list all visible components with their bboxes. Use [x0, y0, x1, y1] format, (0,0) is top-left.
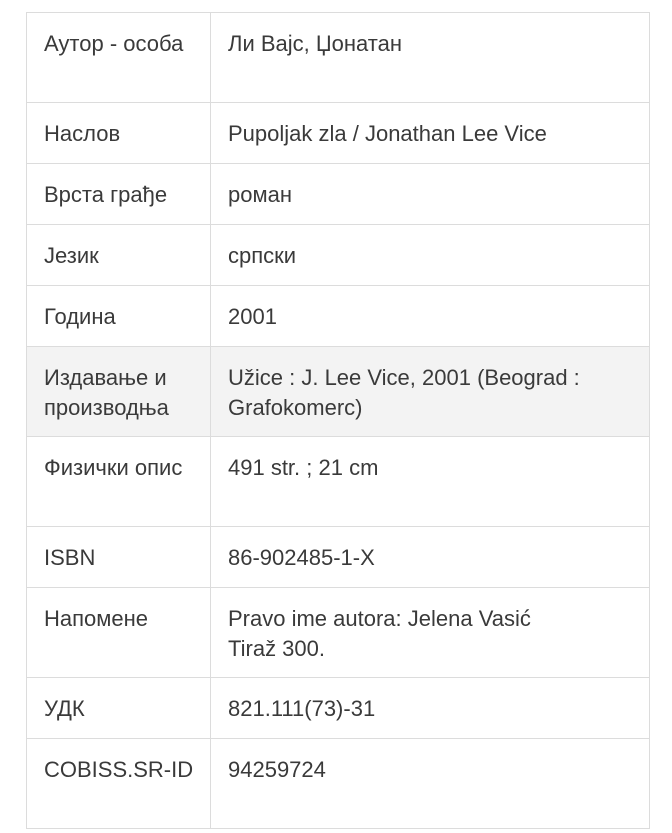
row-label: Напомене [27, 588, 211, 678]
row-label: Физички опис [27, 437, 211, 527]
note-line: Pravo ime autora: Jelena Vasić [228, 606, 531, 631]
table-row-notes [27, 588, 650, 678]
table-row-author [27, 13, 650, 103]
row-value: 2001 [211, 286, 650, 347]
row-value: српски [211, 225, 650, 286]
row-value: Ли Вајс, Џонатан [211, 13, 650, 103]
row-value: Užice : J. Lee Vice, 2001 (Beograd : Grafokomerc) [211, 347, 650, 437]
row-label: Година [27, 286, 211, 347]
row-value: 94259724 [211, 739, 650, 829]
table-row-physical-description [27, 437, 650, 527]
row-value: 491 str. ; 21 cm [211, 437, 650, 527]
row-value: 821.111(73)-31 [211, 678, 650, 739]
row-value: роман [211, 164, 650, 225]
row-label: УДК [27, 678, 211, 739]
table-row-material-type [27, 164, 650, 225]
table-row-isbn [27, 527, 650, 588]
row-label: COBISS.SR-ID [27, 739, 211, 829]
table-row-year [27, 286, 650, 347]
table-row-cobiss-id [27, 739, 650, 829]
row-label: Издавање и производња [27, 347, 211, 437]
row-label: Врста грађе [27, 164, 211, 225]
note-line: Tiraž 300. [228, 636, 326, 661]
row-label: Аутор - особа [27, 13, 211, 103]
row-value: Pupoljak zla / Jonathan Lee Vice [211, 103, 650, 164]
table-row-title [27, 103, 650, 164]
row-label: Наслов [27, 103, 211, 164]
table-row-udc [27, 678, 650, 739]
bibliographic-record-table [26, 12, 650, 829]
table-row-language [27, 225, 650, 286]
row-label: Језик [27, 225, 211, 286]
row-value: 86-902485-1-X [211, 527, 650, 588]
table-row-publication [27, 347, 650, 437]
row-value [211, 588, 650, 678]
row-label: ISBN [27, 527, 211, 588]
